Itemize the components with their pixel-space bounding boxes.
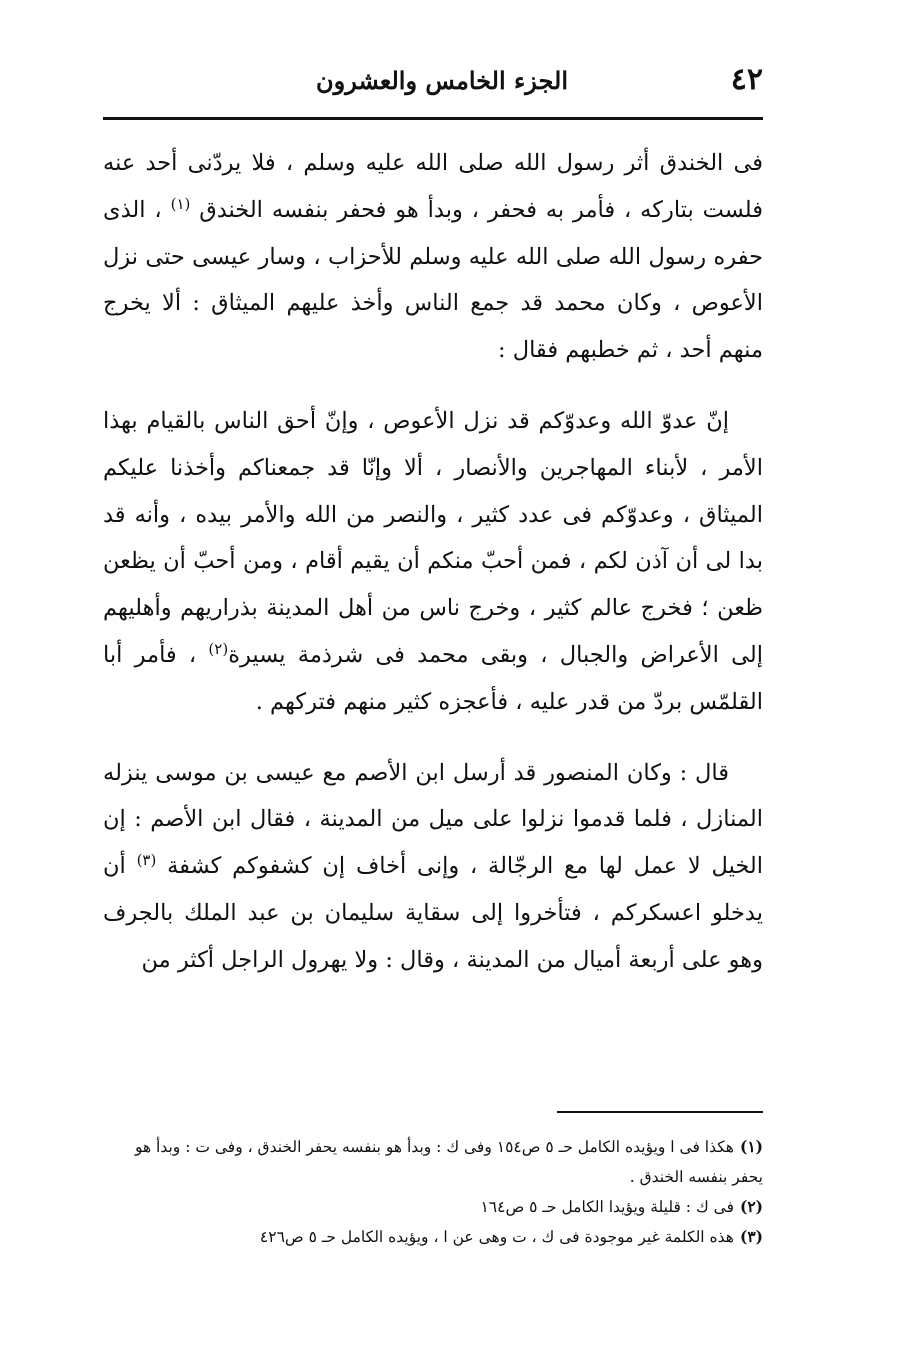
footnote-number: (٢) [739, 1197, 763, 1216]
body-text [103, 140, 763, 984]
footnote-text: هذه الكلمة غير موجودة فى ك ، ت وهى عن ا ، ويؤيده الكامل حـ ٥ ص٤٢٦ [259, 1228, 734, 1246]
text-run: أن يدخلو اعسكركم ، فتأخروا إلى سقاية سليمان بن عبد الملك بالجرف وهو على أربعة أميال من المدينة ، وقال : ولا يهرول الراجل أكثر من [103, 853, 763, 973]
footnote-number: (٣) [739, 1227, 763, 1246]
paragraph [103, 140, 763, 374]
page-number: ٤٢ [730, 62, 763, 97]
paragraph [103, 398, 763, 726]
text-run: قال : وكان المنصور قد أرسل ابن الأصم مع عيسى بن موسى ينزله المنازل ، فلما قدموا نزلوا على ميل من المدينة ، فقال ابن الأصم : إن الخيل لا عمل لها مع الرجّالة ، وإنى أخاف إن كشفوكم كشفة [103, 759, 763, 880]
footnote-marker: (٢) [208, 639, 229, 658]
footnote-marker: (١) [170, 194, 191, 213]
footnote-number: (١) [739, 1137, 763, 1156]
footnote [118, 1192, 763, 1222]
paragraph [103, 750, 763, 984]
page-header [103, 60, 763, 120]
text-run: ، الذى حفره رسول الله صلى الله عليه وسلم للأحزاب ، وسار عيسى حتى نزل الأعوص ، وكان محمد قد جمع الناس وأخذ عليهم الميثاق : ألا يخرج منهم أحد ، ثم خطبهم فقال : [103, 196, 763, 364]
footnote-marker: (٣) [136, 851, 157, 870]
text-run: إنّ عدوّ الله وعدوّكم قد نزل الأعوص ، وإنّ أحق الناس بالقيام بهذا الأمر ، لأبناء المهاجرين والأنصار ، ألا وإنّا قد جمعناكم وأخذنا عليكم الميثاق ، وعدوّكم فى عدد كثير ، والنصر من الله والأمر بيده ، وأنه قد بدا لى أن آذن لكم ، فمن أحبّ منكم أن يقيم أقام ، ومن أحبّ أن يظعن ظعن ؛ فخرج عالم كثير ، وخرج ناس من أهل المدينة بذراريهم وأهليهم إلى الأعراض والجبال ، وبقى محمد فى شرذمة يسيرة [103, 407, 763, 668]
footnote-separator [557, 1111, 763, 1113]
text-run: ، فأمر أبا القلمّس بردّ من قدر عليه ، فأعجزه كثير منهم فتركهم . [103, 641, 763, 715]
running-title: الجزء الخامس والعشرون [316, 66, 568, 95]
footnote [118, 1132, 763, 1192]
footnote-text: هكذا فى ا ويؤيده الكامل حـ ٥ ص١٥٤ وفى ك : وبدأ هو بنفسه يحفر الخندق ، وفى ت : وبدأ هو يحفر بنفسه الخندق . [134, 1138, 763, 1186]
footnotes [118, 1132, 763, 1252]
text-run: فى الخندق أثر رسول الله صلى الله عليه وسلم ، فلا يردّنى أحد عنه فلست بتاركه ، فأمر به فحفر ، وبدأ هو فحفر بنفسه الخندق [103, 150, 763, 223]
header-rule [103, 117, 763, 120]
footnote-text: فى ك : قليلة ويؤيدا الكامل حـ ٥ ص١٦٤ [480, 1198, 734, 1216]
footnote [118, 1222, 763, 1252]
